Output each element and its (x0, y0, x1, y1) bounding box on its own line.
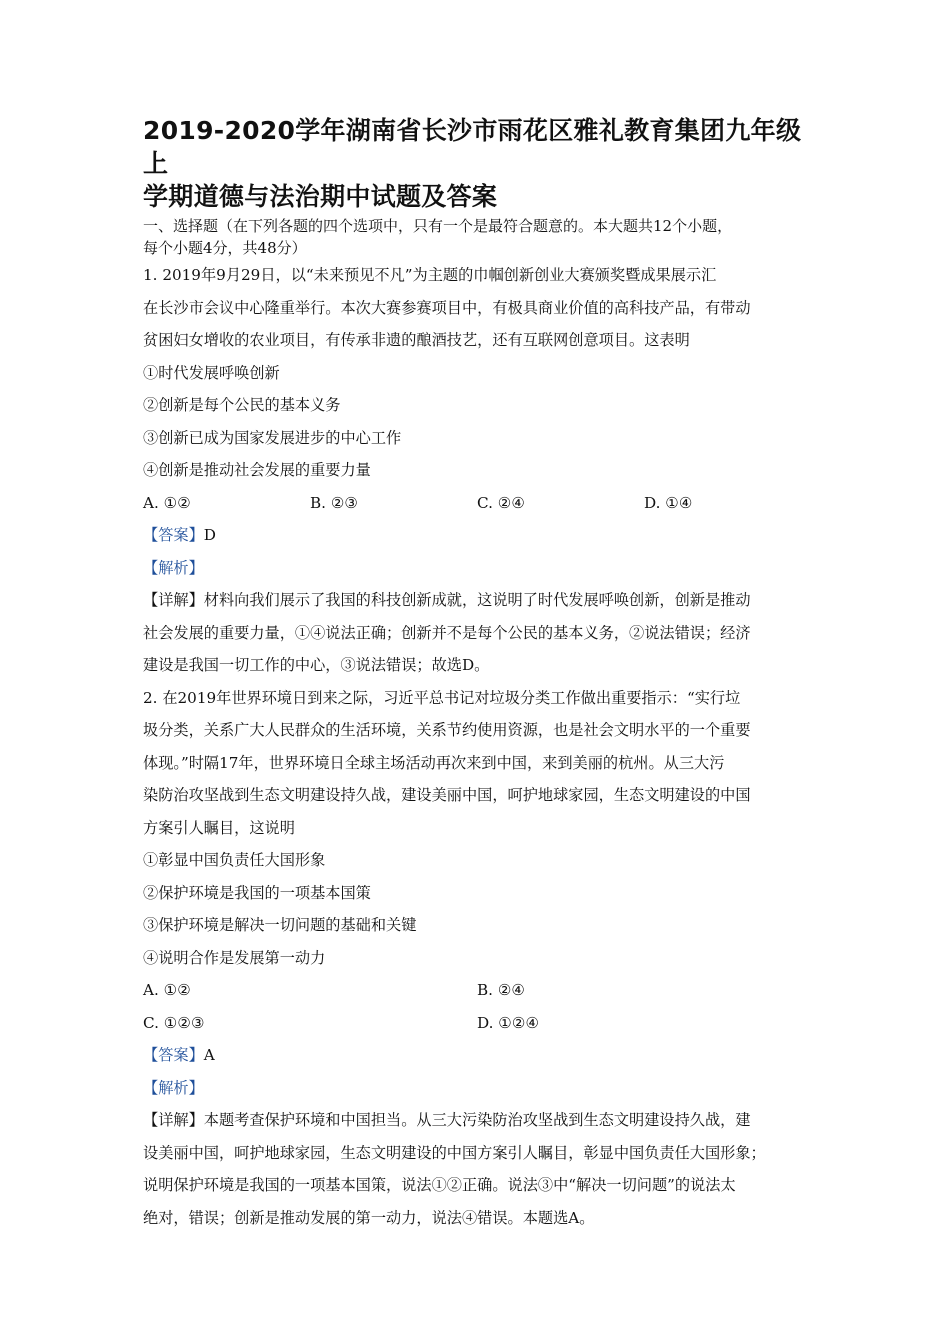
q2-option-d: D. ①②④ (477, 1013, 540, 1032)
q1-stem-line: 贫困妇女增收的农业项目，有传承非遗的酿酒技艺，还有互联网创意项目。这表明 (143, 331, 690, 349)
q1-statement: ②创新是每个公民的基本义务 (143, 396, 341, 414)
q2-stem-line: 染防治攻坚战到生态文明建设持久战，建设美丽中国，呵护地球家园，生态文明建设的中国 (143, 786, 751, 804)
q1-answer-value: D (203, 526, 216, 544)
q1-stem-line: 在长沙市会议中心隆重举行。本次大赛参赛项目中，有极具商业价值的高科技产品，有带动 (143, 298, 751, 317)
q2-detail-line: 设美丽中国，呵护地球家园，生态文明建设的中国方案引人瞩目，彰显中国负责任大国形象； (143, 1143, 766, 1162)
q1-statement: ①时代发展呼唤创新 (143, 363, 280, 382)
q1-option-d: D. ①④ (644, 493, 693, 512)
detail-tag: 【详解】 (143, 591, 204, 609)
answer-tag: 【答案】 (143, 1046, 204, 1064)
section-heading-line-1: 一、选择题（在下列各题的四个选项中，只有一个是最符合题意的。本大题共12个小题， (143, 217, 733, 235)
q1-statement: ④创新是推动社会发展的重要力量 (143, 461, 371, 479)
q1-detail-line: 社会发展的重要力量，①④说法正确；创新并不是每个公民的基本义务，②说法错误；经济 (143, 623, 751, 642)
q2-stem-line: 方案引人瞩目，这说明 (143, 818, 295, 837)
q1-option-c: C. ②④ (477, 493, 525, 512)
document-title (143, 114, 811, 213)
question-2 (143, 682, 811, 1235)
title-line-1: 2019-2020学年湖南省长沙市雨花区雅礼教育集团九年级上 (143, 116, 802, 178)
detail-tag: 【详解】 (143, 1111, 204, 1129)
q2-option-c: C. ①②③ (143, 1013, 205, 1032)
q1-stem-line: 1. 2019年9月29日，以“未来预见不凡”为主题的巾帼创新创业大赛颁奖暨成果展示汇 (143, 266, 717, 284)
section-heading-line-2: 每个小题4分，共48分） (143, 239, 307, 257)
q2-statement: ③保护环境是解决一切问题的基础和关键 (143, 916, 417, 934)
q1-option-b: B. ②③ (310, 493, 359, 512)
q2-analysis-tag: 【解析】 (143, 1078, 204, 1097)
q2-detail-line: 绝对，错误；创新是推动发展的第一动力，说法④错误。本题选A。 (143, 1208, 595, 1227)
q2-stem-line: 圾分类，关系广大人民群众的生活环境，关系节约使用资源，也是社会文明水平的一个重要 (143, 721, 751, 739)
q1-detail-line: 建设是我国一切工作的中心，③说法错误；故选D。 (143, 656, 490, 674)
answer-tag: 【答案】 (143, 526, 204, 544)
q1-detail-line (143, 584, 811, 617)
document-page (143, 114, 811, 1234)
q2-options-row-1 (143, 974, 811, 1007)
q2-stem-line: 2. 在2019年世界环境日到来之际，习近平总书记对垃圾分类工作做出重要指示：“实行垃 (143, 688, 741, 707)
question-1 (143, 259, 811, 682)
q2-statement: ①彰显中国负责任大国形象 (143, 851, 326, 869)
q2-option-b: B. ②④ (477, 981, 526, 999)
q2-detail-line (143, 1104, 811, 1137)
q1-answer (143, 519, 811, 552)
q1-statement: ③创新已成为国家发展进步的中心工作 (143, 428, 402, 447)
q2-answer (143, 1039, 811, 1072)
q2-statement: ④说明合作是发展第一动力 (143, 948, 326, 967)
q2-detail-text: 本题考查保护环境和中国担当。从三大污染防治攻坚战到生态文明建设持久战，建 (203, 1111, 751, 1129)
section-heading (143, 215, 811, 259)
q1-options (143, 487, 811, 520)
q2-statement: ②保护环境是我国的一项基本国策 (143, 883, 371, 902)
q2-answer-value: A (203, 1046, 215, 1064)
title-line-2: 学期道德与法治期中试题及答案 (143, 182, 498, 211)
q1-detail-text: 材料向我们展示了我国的科技创新成就，这说明了时代发展呼唤创新，创新是推动 (203, 591, 751, 609)
q2-stem-line: 体现。”时隔17年，世界环境日全球主场活动再次来到中国，来到美丽的杭州。从三大污 (143, 753, 725, 772)
q2-option-a: A. ①② (143, 981, 191, 999)
q2-options-row-2 (143, 1007, 811, 1040)
q2-detail-line: 说明保护环境是我国的一项基本国策，说法①②正确。说法③中“解决一切问题”的说法太 (143, 1176, 736, 1194)
q1-analysis-tag: 【解析】 (143, 558, 204, 577)
q1-option-a: A. ①② (143, 493, 191, 512)
